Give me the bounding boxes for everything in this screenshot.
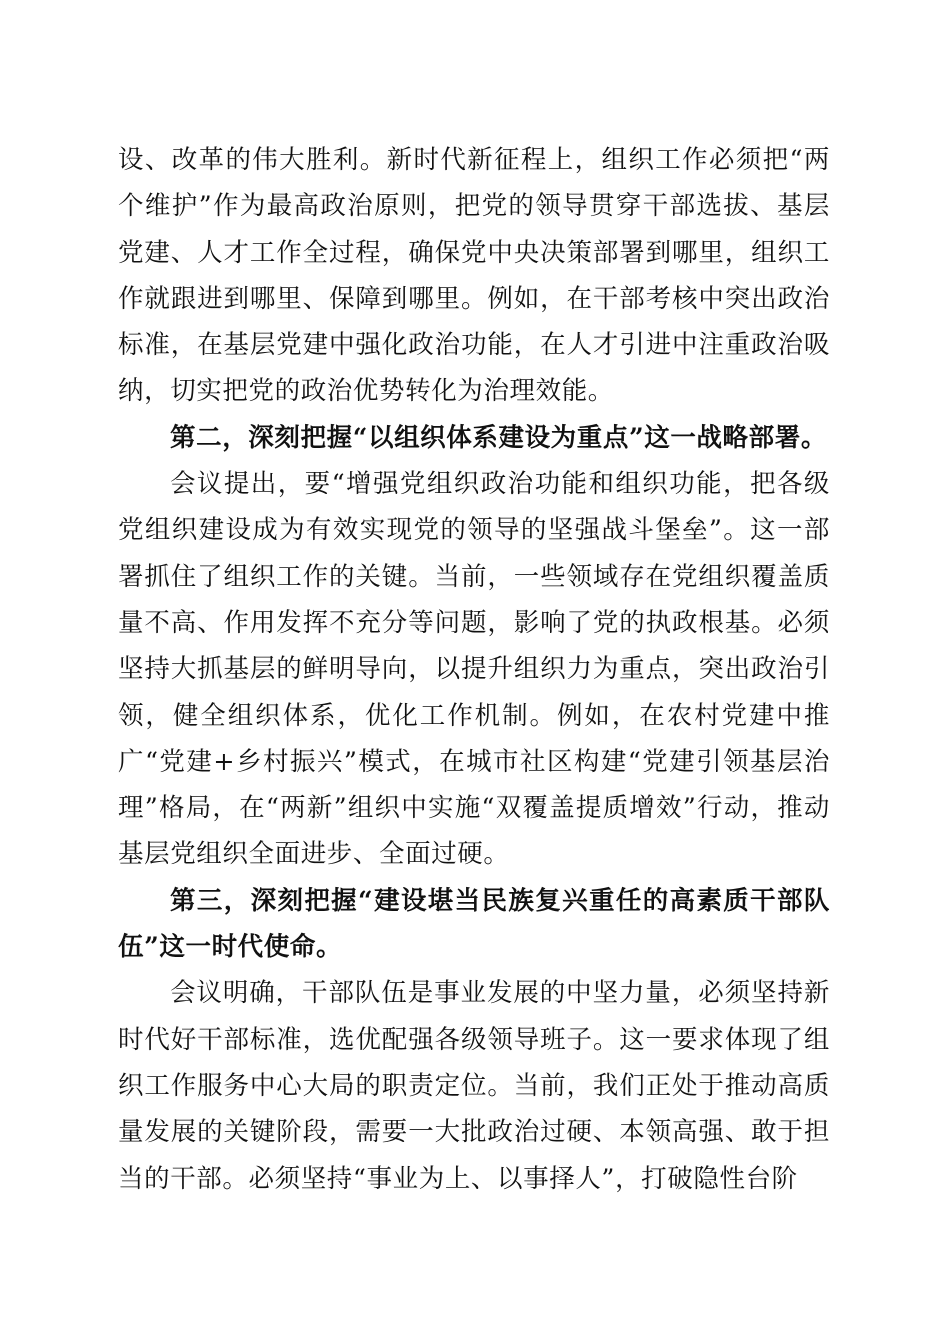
paragraph-cadre-team: 会议明确，干部队伍是事业发展的中坚力量，必须坚持新时代好干部标准，选优配强各级领导班子。这一要求体现了组织工作服务中心大局的职责定位。当前，我们正处于推动高质量发展的关键阶段，需要一大批政治过硬、本领高强、敢于担当的干部。必须坚持“事业为上、以事择人”，打破隐性台阶 <box>118 978 830 1194</box>
document-body <box>118 137 830 1202</box>
paragraph-organizational-system: 会议提出，要“增强党组织政治功能和组织功能，把各级党组织建设成为有效实现党的领导的坚强战斗堡垒”。这一部署抓住了组织工作的关键。当前，一些领域存在党组织覆盖质量不高、作用发挥不充分等问题，影响了党的执政根基。必须坚持大抓基层的鲜明导向，以提升组织力为重点，突出政治引领，健全组织体系，优化工作机制。例如，在农村党建中推广“党建+乡村振兴”模式，在城市社区构建“党建引领基层治理”格局，在“两新”组织中实施“双覆盖提质增效”行动，推动基层党组织全面进步、全面过硬。 <box>118 469 830 870</box>
section-heading-cadre-team: 第三，深刻把握“建设堪当民族复兴重任的高素质干部队伍”这一时代使命。 <box>118 885 830 963</box>
paragraph-political-principle-continued: 设、改革的伟大胜利。新时代新征程上，组织工作必须把“两个维护”作为最高政治原则，把党的领导贯穿干部选拔、基层党建、人才工作全过程，确保党中央决策部署到哪里，组织工作就跟进到哪里、保障到哪里。例如，在干部考核中突出政治标准，在基层党建中强化政治功能，在人才引进中注重政治吸纳，切实把党的政治优势转化为治理效能。 <box>118 145 830 407</box>
section-heading-organizational-system: 第二，深刻把握“以组织体系建设为重点”这一战略部署。 <box>170 422 827 453</box>
